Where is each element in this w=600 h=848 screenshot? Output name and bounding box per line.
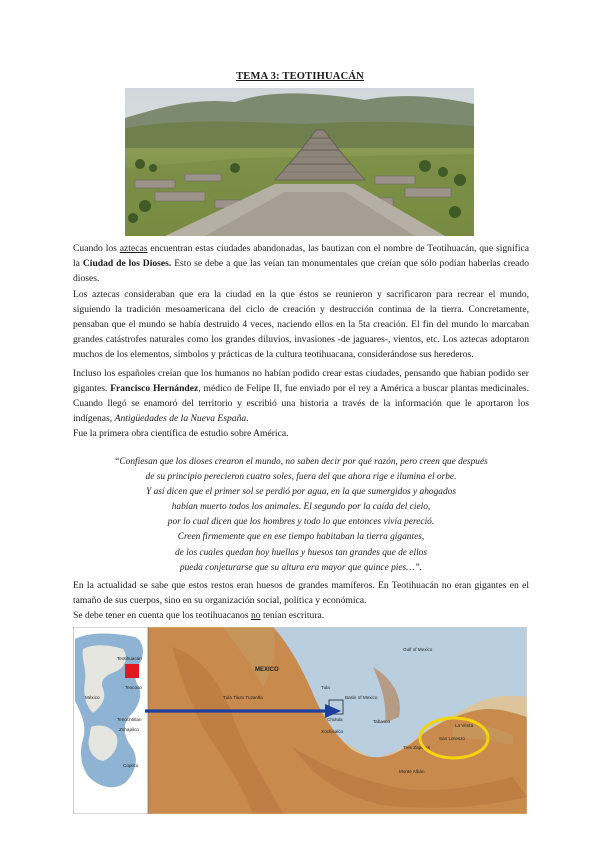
map-label-texcoco: Texcoco [125,685,142,690]
map-label-tenochtitlan: Tenochtitlan [117,717,142,722]
ciudad-de-los-dioses: Ciudad de los Dioses. [82,258,172,270]
quote-block [73,455,529,576]
quote-line: habían muerto todos los animales. El segundo por la caída del cielo, [171,502,431,513]
map-label-zohapilco: Zohapilco [119,727,139,732]
map-label-country: MEXICO [255,667,279,673]
body-text [73,241,529,442]
paragraph-first-work: Fue la primera obra científica de estudio sobre América. [73,428,289,440]
p6-text-2: tenían escritura. [260,610,325,622]
map-label-tabasco: Tabasco [373,719,391,724]
paragraph-spanish [73,366,529,427]
p1-text-2: encuentran estas ciudades abandonadas, las bautizan con el nombre de Teotihuacán, que significa la [73,243,530,270]
no-underlined: no [250,610,261,622]
paragraph-mammals: En la actualidad se sabe que estos restos eran huesos de grandes mamíferos. En Teotihuacán no eran gigantes en el tamaño de sus cuerpos, sino en su organización social, política y económica. [73,580,529,607]
map-label-monte-alban: Monte Albán [399,769,425,774]
quote-line: Y así dicen que el primer sol se perdió por agua, en la que sumergidos y ahogados [146,487,456,498]
p1-text-1: Cuando los [73,243,120,254]
pyramid-photo [125,88,474,236]
map-label-gulf: Gulf of Mexico [403,647,433,652]
mesoamerica-map [73,627,527,814]
p3-text-3: . [246,413,249,425]
book-title: Antigüedades de la Nueva España [114,413,247,425]
paragraph-aztecas [73,241,529,287]
p6-text-1: Se debe tener en cuenta que los teotihuacanos [73,610,251,622]
quote-line: “Confiesan que los dioses crearon el mundo, no saben decir por qué razón, pero creen que después [114,457,488,467]
document-title: TEMA 3: TEOTIHUACÁN [236,71,364,82]
paragraph-no-writing [73,608,529,623]
quote-line: de los cuales quedan hoy huellas y huesos tan grandes que de ellos [174,547,428,558]
paragraph-creation-cycle: Los aztecas consideraban que era la ciudad en la que éstos se reunieron y sacrificaron para recrear el mundo, siguiendo la tradición mesoamericana del ciclo de creación y destrucción continua de la tierra. Concretamente, pensaban que el mundo se había destruido 4 veces, naciendo ellos en la 5ta creación. El fin del mundo lo marcaban grandes catástrofes naturales como los grandes diluvios, invasiones -de jaguares-, vientos, etc. Los aztecas adoptaron muchos de los elementos, símbolos y prácticas de la cultura teotihuacana, considerándose sus herederos. [73,288,529,361]
quote-line: por lo cual dicen que los hombres y todo lo que entonces vivía pereció. [167,517,435,528]
map-label-tres-zapotes: Tres Zapotes [403,745,430,750]
map-label-cholula: Cholula [327,717,343,722]
map-label-san-lorenzo: San Lorenzo [439,736,466,741]
map-label-xochicalco: Xochicalco [321,729,344,734]
quote-line: de su principio perecieron cuatro soles, fuera del que ahora rige e ilumina el orbe. [145,472,457,483]
pyramid-of-the-moon-photo-icon [125,88,474,236]
p3-text-2: , médico de Felipe II, fue enviado por el rey a América a buscar plantas medicinales. Cuando llegó se enamoró del territorio y escribió una historia a través de la información que le aportaron los indígenas, [73,382,529,425]
map-label-mexico-city: México [85,695,100,700]
quote-line: pueda conjeturarse que su altura era mayor que quince pies…”. [179,562,423,573]
p1-text-3: Esto se debe a que las veían tan monumentales que creían que sólo podían haberlas creado dioses. [73,258,529,285]
map-label-tula-tuzantla: Tula Tlazo Tuzantla [223,695,263,700]
map-label-basin: Basin of Mexico [345,695,378,700]
quote-line: Creen firmemente que en ese tiempo habitaban la tierra gigantes, [177,532,425,543]
map-label-copilco: Copilco [123,763,139,768]
aztecas-underlined: aztecas [119,243,148,254]
p3-text-1: Incluso los españoles creían que los humanos no habían podido crear estas ciudades, pensando que habían podido ser gigantes. [73,367,529,394]
map-label-tula: Tula [321,685,330,690]
map-label-teotihuacan: Teotihuacán [117,656,142,661]
francisco-hernandez: Francisco Hernández [110,382,199,394]
teotihuacan-marker [125,664,139,678]
body-text-2 [73,578,529,624]
mesoamerica-map-icon [73,627,527,814]
map-label-la-venta: La Venta [455,723,474,728]
